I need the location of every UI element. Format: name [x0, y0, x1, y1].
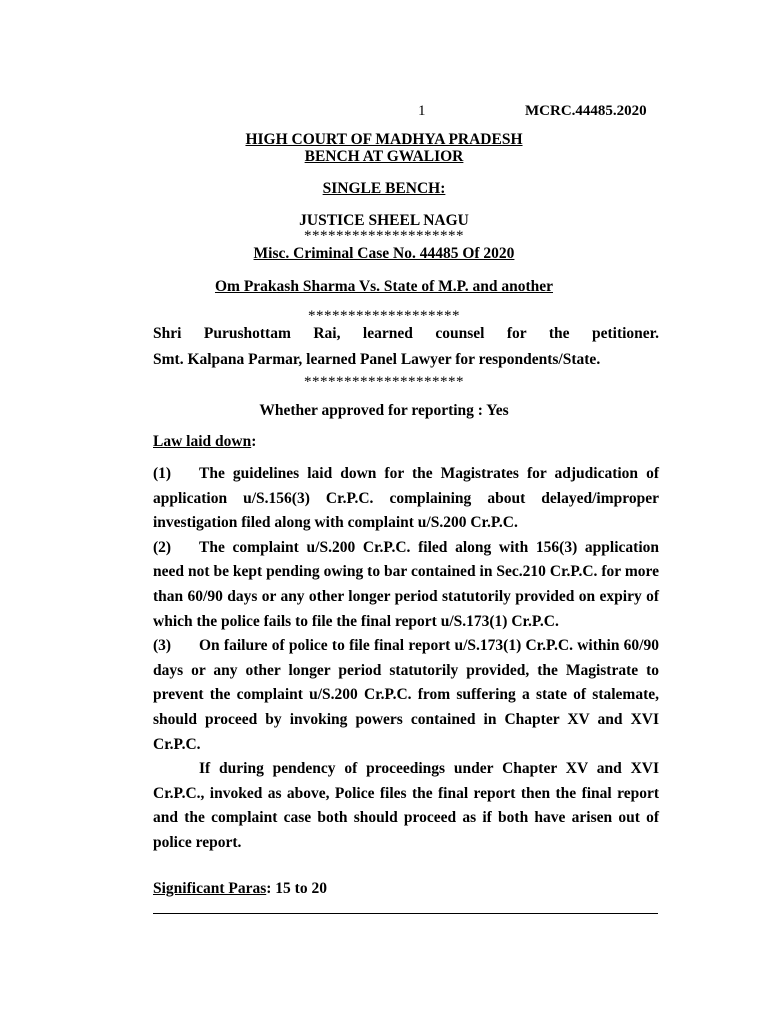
law-laid-down-label: Law laid down — [153, 433, 252, 450]
law-point — [153, 536, 659, 634]
significant-paras-value: : 15 to 20 — [266, 880, 327, 897]
law-point — [153, 634, 659, 757]
page-number: 1 — [418, 103, 426, 119]
justice-name: JUSTICE SHEEL NAGU — [299, 212, 469, 229]
counsel-block — [153, 322, 659, 373]
law-points — [153, 462, 659, 856]
bottom-divider — [153, 913, 658, 914]
point-number: (3) — [153, 637, 172, 655]
respondent-counsel: Smt. Kalpana Parmar, learned Panel Lawyer for respondents/State. — [153, 350, 601, 368]
bench-type: SINGLE BENCH: — [322, 180, 446, 197]
significant-paras-label: Significant Paras — [153, 880, 267, 897]
point-number: (2) — [153, 538, 172, 556]
point-text: On failure of police to file final report u/S.173(1) Cr.P.C. within 60/90 days or any other longer period statutorily provided, the Magistrate to prevent the complaint u/S.200 Cr.P.C. from suffering a state of stalemate, should proceed by invoking powers contained in Chapter XV and XVI Cr.P.C. — [153, 637, 659, 753]
case-parties: Om Prakash Sharma Vs. State of M.P. and another — [214, 278, 553, 295]
law-laid-down-heading — [153, 433, 256, 451]
separator-stars: ******************** — [304, 374, 464, 390]
significant-paras — [153, 880, 327, 898]
separator-stars: ******************** — [304, 228, 464, 244]
court-name: HIGH COURT OF MADHYA PRADESH — [245, 131, 523, 148]
point-text: The complaint u/S.200 Cr.P.C. filed along with 156(3) application need not be kept pending owing to bar contained in Sec.210 Cr.P.C. for more than 60/90 days or any other longer period statutorily provided on expiry of which the police fails to file the final report u/S.173(1) Cr.P.C. — [153, 538, 659, 630]
petitioner-counsel: Shri Purushottam Rai, learned counsel for the petitioner. — [153, 325, 659, 342]
case-reference: MCRC.44485.2020 — [525, 103, 647, 119]
continuation-paragraph: If during pendency of proceedings under Chapter XV and XVI Cr.P.C., invoked as above, Police files the final report then the final report and the complaint case both should proceed as if both have arisen out of police report. — [153, 760, 659, 851]
point-text: The guidelines laid down for the Magistrates for adjudication of application u/S.156(3) Cr.P.C. complaining about delayed/improper investigation filed along with complaint u/S.200 Cr.P.C. — [153, 465, 659, 532]
law-laid-down-colon: : — [251, 433, 257, 450]
separator-stars: ******************* — [308, 308, 460, 324]
case-number: Misc. Criminal Case No. 44485 Of 2020 — [253, 245, 515, 262]
law-point — [153, 462, 659, 536]
point-number: (1) — [153, 465, 172, 482]
reporting-status: Whether approved for reporting : Yes — [259, 402, 509, 419]
court-bench: BENCH AT GWALIOR — [304, 148, 464, 165]
